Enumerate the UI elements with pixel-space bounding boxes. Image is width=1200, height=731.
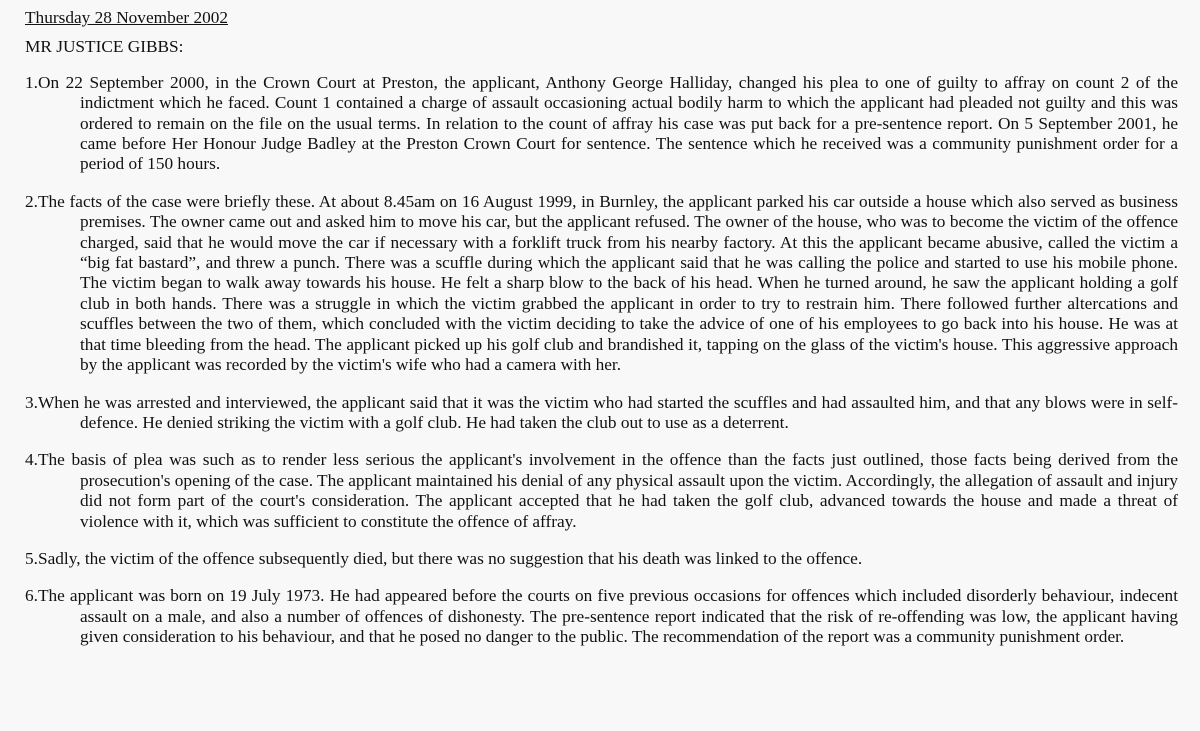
paragraph-number: 5. — [25, 548, 38, 568]
paragraph-number: 3. — [25, 392, 38, 412]
paragraph-text: The basis of plea was such as to render less serious the applicant's involvement in the offence than the facts just outlined, those facts being derived from the prosecution's opening of the case. The applicant maintained his denial of any physical assault upon the victim. Accordingly, the allegation of assault and injury did not form part of the court's consideration. The applicant accepted that he had taken the golf club, advanced towards the house and made a threat of violence with it, which was sufficient to constitute the offence of affray. — [37, 450, 1178, 531]
paragraph-number: 6. — [25, 586, 38, 606]
paragraph-2 — [25, 192, 1178, 376]
paragraph-6 — [25, 586, 1178, 647]
paragraph-1 — [25, 73, 1178, 175]
paragraph-3 — [25, 393, 1178, 434]
paragraph-text: When he was arrested and interviewed, the applicant said that it was the victim who had started the scuffles and had assaulted him, and that any blows were in self-defence. He denied striking the victim with a golf club. He had taken the club out to use as a deterrent. — [37, 392, 1178, 432]
paragraph-number: 4. — [25, 450, 38, 470]
paragraph-number: 2. — [25, 191, 38, 211]
paragraph-text: The applicant was born on 19 July 1973. He had appeared before the courts on five previous occasions for offences which included disorderly behaviour, indecent assault on a male, and also a number of offences of dishonesty. The pre-sentence report indicated that the risk of re-offending was low, the applicant having given consideration to his behaviour, and that he posed no danger to the public. The recommendation of the report was a community punishment order. — [37, 586, 1178, 647]
paragraph-text: The facts of the case were briefly these. At about 8.45am on 16 August 1999, in Burnley, the applicant parked his car outside a house which also served as business premises. The owner came out and asked him to move his car, but the applicant refused. The owner of the house, who was to become the victim of the offence charged, said that he would move the car if necessary with a forklift truck from his nearby factory. At this the applicant became abusive, called the victim a “big fat bastard”, and threw a punch. There was a scuffle during which the applicant said that he was calling the police and started to use his mobile phone. The victim began to walk away towards his house. He felt a sharp blow to the back of his head. When he turned around, he saw the applicant holding a golf club in both hands. There was a struggle in which the victim grabbed the applicant in order to try to restrain him. There followed further altercations and scuffles between the two of them, which concluded with the victim deciding to take the advice of one of his employees to go back into his house. He was at that time bleeding from the head. The applicant picked up his golf club and brandished it, tapping on the glass of the victim's house. This aggressive approach by the applicant was recorded by the victim's wife who had a camera with her. — [37, 191, 1178, 375]
judgment-date: Thursday 28 November 2002 — [25, 8, 229, 27]
paragraph-4 — [25, 450, 1178, 532]
paragraph-text: Sadly, the victim of the offence subsequently died, but there was no suggestion that his death was linked to the offence. — [37, 548, 863, 568]
paragraph-number: 1. — [25, 72, 38, 92]
paragraph-5 — [25, 549, 1178, 569]
judge-name: MR JUSTICE GIBBS: — [25, 37, 184, 57]
paragraph-text: On 22 September 2000, in the Crown Court at Preston, the applicant, Anthony George Halliday, changed his plea to one of guilty to affray on count 2 of the indictment which he faced. Count 1 contained a charge of assault occasioning actual bodily harm to which the applicant had pleaded not guilty and this was ordered to remain on the file on the usual terms. In relation to the count of affray his case was put back for a pre-sentence report. On 5 September 2001, he came before Her Honour Judge Badley at the Preston Crown Court for sentence. The sentence which he received was a community punishment order for a period of 150 hours. — [37, 72, 1178, 174]
